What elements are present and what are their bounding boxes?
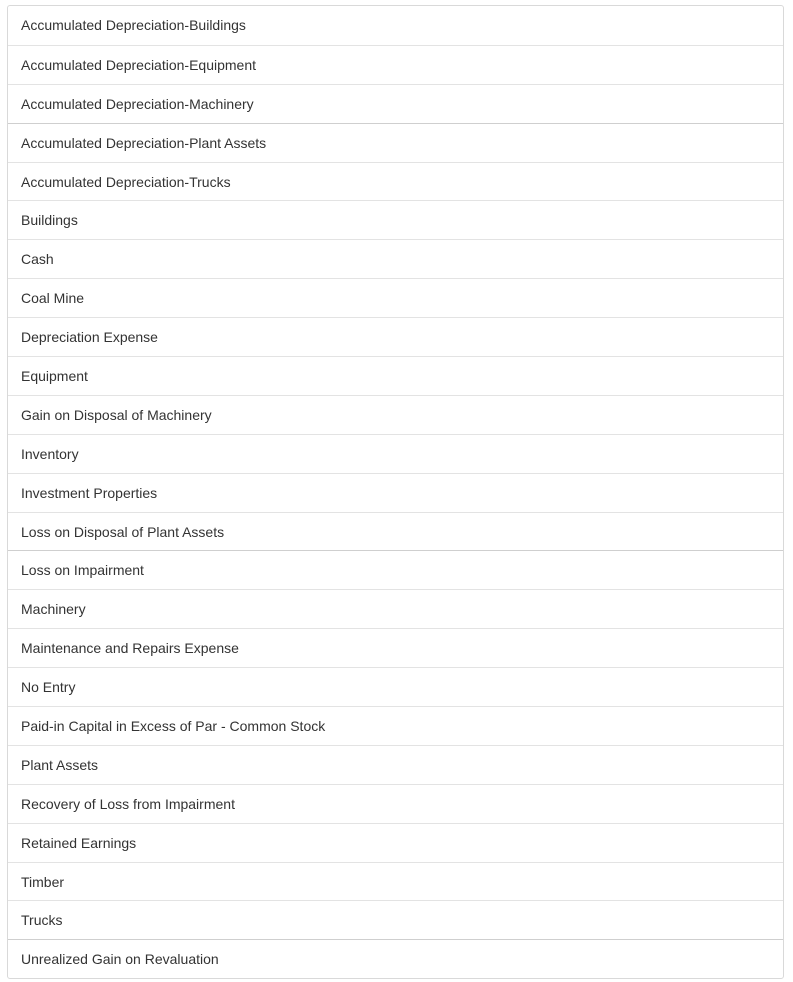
option-timber[interactable]: Timber	[8, 862, 783, 901]
option-accumulated-depreciation-machinery[interactable]: Accumulated Depreciation-Machinery	[8, 84, 783, 123]
option-buildings[interactable]: Buildings	[8, 200, 783, 239]
option-gain-on-disposal-of-machinery[interactable]: Gain on Disposal of Machinery	[8, 395, 783, 434]
option-loss-on-disposal-of-plant-assets[interactable]: Loss on Disposal of Plant Assets	[8, 512, 783, 551]
option-recovery-of-loss-from-impairment[interactable]: Recovery of Loss from Impairment	[8, 784, 783, 823]
option-trucks[interactable]: Trucks	[8, 900, 783, 939]
option-inventory[interactable]: Inventory	[8, 434, 783, 473]
option-loss-on-impairment[interactable]: Loss on Impairment	[8, 550, 783, 589]
option-no-entry[interactable]: No Entry	[8, 667, 783, 706]
option-cash[interactable]: Cash	[8, 239, 783, 278]
option-coal-mine[interactable]: Coal Mine	[8, 278, 783, 317]
option-plant-assets[interactable]: Plant Assets	[8, 745, 783, 784]
option-accumulated-depreciation-plant-assets[interactable]: Accumulated Depreciation-Plant Assets	[8, 123, 783, 162]
option-equipment[interactable]: Equipment	[8, 356, 783, 395]
option-maintenance-and-repairs-expense[interactable]: Maintenance and Repairs Expense	[8, 628, 783, 667]
option-depreciation-expense[interactable]: Depreciation Expense	[8, 317, 783, 356]
option-machinery[interactable]: Machinery	[8, 589, 783, 628]
option-accumulated-depreciation-buildings[interactable]: Accumulated Depreciation-Buildings	[21, 17, 246, 34]
account-options-list	[7, 5, 784, 979]
option-paid-in-capital-common-stock[interactable]: Paid-in Capital in Excess of Par - Common Stock	[8, 706, 783, 745]
option-unrealized-gain-on-revaluation[interactable]: Unrealized Gain on Revaluation	[8, 939, 783, 978]
option-investment-properties[interactable]: Investment Properties	[8, 473, 783, 512]
option-accumulated-depreciation-trucks[interactable]: Accumulated Depreciation-Trucks	[8, 162, 783, 201]
option-retained-earnings[interactable]: Retained Earnings	[8, 823, 783, 862]
option-accumulated-depreciation-equipment[interactable]: Accumulated Depreciation-Equipment	[8, 45, 783, 84]
